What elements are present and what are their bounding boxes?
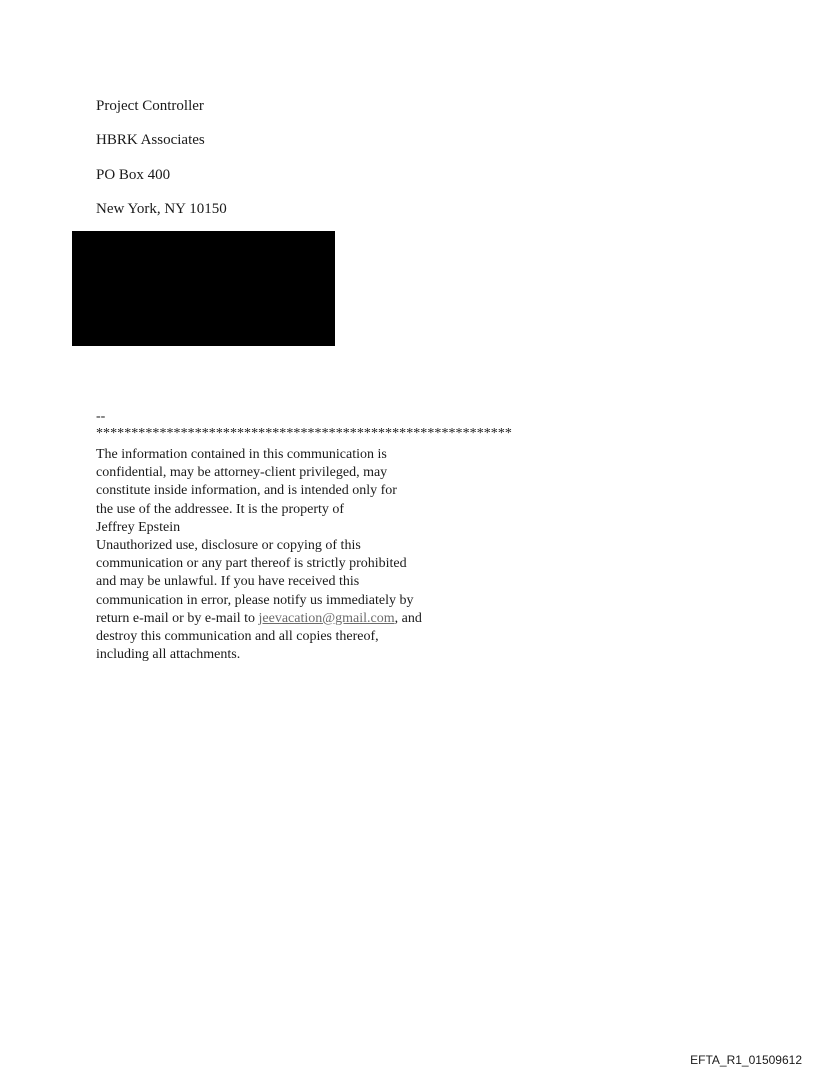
signature-separator: -- [96, 409, 106, 424]
asterisk-divider: *********************************************************** [96, 426, 512, 441]
disclaimer-line-email [96, 610, 516, 628]
disclaimer-line: destroy this communication and all copies thereof, [96, 629, 379, 645]
disclaimer-text: return e-mail or by e-mail to [96, 610, 259, 626]
disclaimer-line: including all attachments. [96, 647, 241, 663]
disclaimer-line: the use of the addressee. It is the property of [96, 501, 345, 517]
redaction-block [72, 231, 335, 346]
disclaimer-line: confidential, may be attorney-client privileged, may [96, 465, 388, 481]
address-line-company: HBRK Associates [96, 132, 205, 148]
confidentiality-disclaimer [96, 446, 516, 664]
disclaimer-line: communication in error, please notify us immediately by [96, 592, 414, 608]
document-id-stamp: EFTA_R1_01509612 [690, 1053, 802, 1067]
address-line-pobox: PO Box 400 [96, 167, 171, 183]
disclaimer-line: constitute inside information, and is intended only for [96, 483, 397, 499]
disclaimer-line: Jeffrey Epstein [96, 519, 181, 535]
disclaimer-line: The information contained in this communication is [96, 447, 387, 462]
disclaimer-line: communication or any part thereof is strictly prohibited [96, 556, 407, 572]
address-line-city: New York, NY 10150 [96, 201, 227, 217]
disclaimer-text: , and [394, 610, 422, 626]
disclaimer-line: Unauthorized use, disclosure or copying of this [96, 538, 361, 554]
email-link[interactable]: jeevacation@gmail.com [258, 610, 395, 626]
address-line-title: Project Controller [96, 98, 204, 114]
disclaimer-line: and may be unlawful. If you have received this [96, 574, 360, 590]
